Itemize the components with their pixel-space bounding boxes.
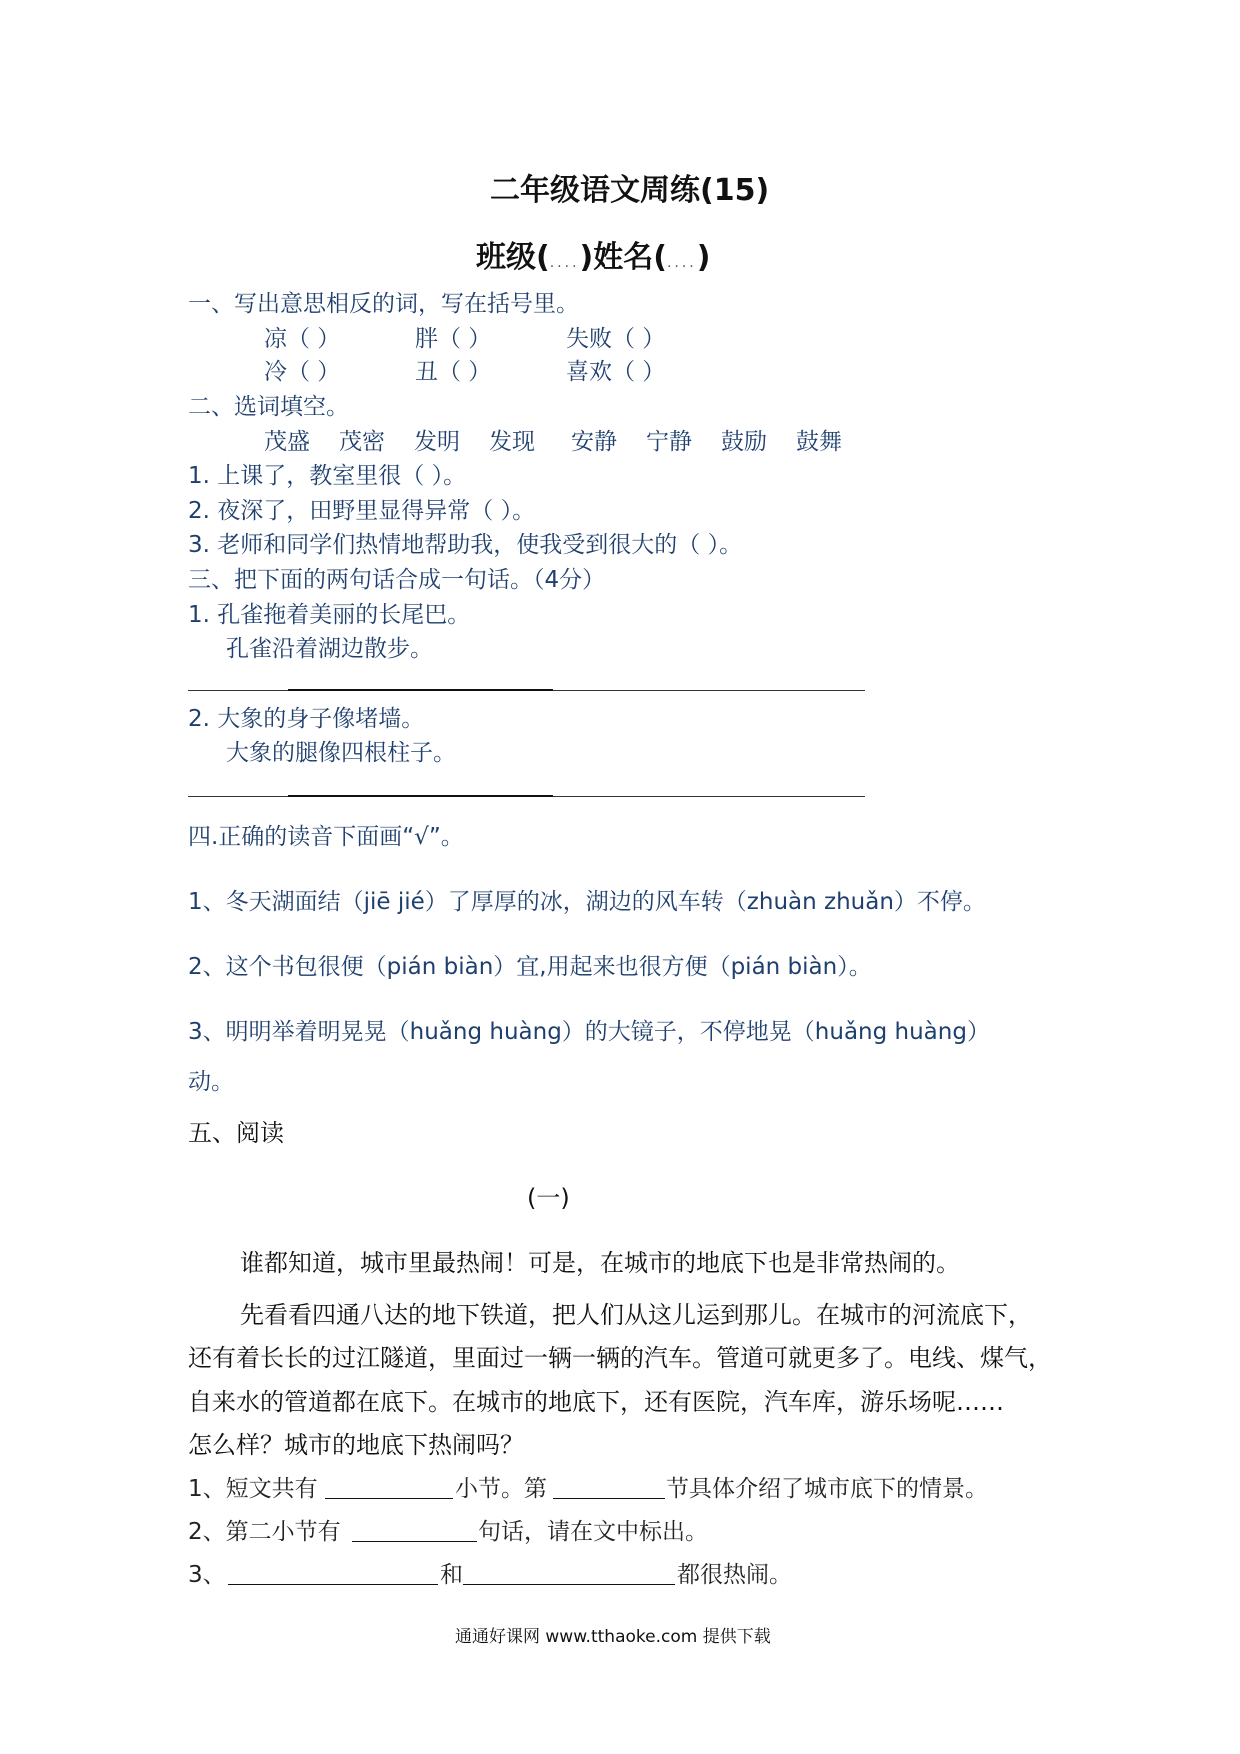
answer-line [288, 795, 553, 797]
word-choice: 安静 [571, 429, 617, 455]
word-choice: 发明 [414, 429, 460, 455]
reading-paragraph-2-line-4: 怎么样？城市的地底下热闹吗？ [188, 1431, 524, 1459]
reading-paragraph-2-line-1: 先看看四通八达的地下铁道，把人们从这儿运到那儿。在城市的河流底下， [240, 1301, 1032, 1329]
fill-question-2: 2. 夜深了，田野里显得异常（ ）。 [188, 498, 536, 524]
reading-q2-b: 句话，请在文中标出。 [478, 1519, 708, 1545]
section5-heading: 五、阅读 [188, 1119, 284, 1147]
reading-q3-b: 和 [440, 1562, 463, 1588]
pinyin-question-3: 3、明明举着明晃晃（huǎng huàng）的大镜子，不停地晃（huǎng huàng） [188, 1019, 990, 1045]
class-name-line [476, 232, 710, 276]
combine-q1-a: 1. 孔雀拖着美丽的长尾巴。 [188, 602, 471, 628]
class-dots: .... [549, 255, 580, 271]
answer-blank [553, 1498, 665, 1499]
name-label: )姓名( [579, 240, 667, 275]
combine-q1-b: 孔雀沿着湖边散步。 [226, 636, 433, 662]
footer-text: 通通好课网 www.tthaoke.com 提供下载 [455, 1627, 771, 1647]
reading-q2-a: 2、第二小节有 [188, 1519, 341, 1545]
section1-heading: 一、写出意思相反的词，写在括号里。 [188, 291, 579, 317]
page-title: 二年级语文周练(15) [490, 173, 770, 208]
answer-blank [325, 1498, 453, 1499]
word-choice: 茂盛 [264, 429, 310, 455]
antonym-item: 胖（ ） [415, 326, 492, 352]
reading-subheading: (一) [527, 1184, 570, 1212]
section4-heading: 四.正确的读音下面画“√”。 [188, 824, 464, 850]
word-choice: 宁静 [646, 429, 692, 455]
answer-line [553, 796, 865, 797]
pinyin-question-2: 2、这个书包很便（pián biàn）宜,用起来也很方便（pián biàn）。 [188, 954, 872, 980]
pinyin-question-3-cont: 动。 [188, 1069, 234, 1095]
answer-line [553, 690, 865, 691]
answer-blank [228, 1584, 438, 1585]
answer-line [288, 689, 553, 691]
answer-line [188, 796, 288, 797]
name-close: ) [696, 240, 711, 275]
antonym-item: 喜欢（ ） [566, 359, 666, 385]
antonym-item: 丑（ ） [415, 359, 492, 385]
word-choice: 茂密 [339, 429, 385, 455]
answer-blank [352, 1541, 477, 1542]
fill-question-1: 1. 上课了，教室里很（ ）。 [188, 463, 467, 489]
section2-heading: 二、选词填空。 [188, 394, 349, 420]
answer-line [188, 690, 288, 691]
section3-heading: 三、把下面的两句话合成一句话。（4分） [188, 567, 606, 593]
word-choice: 鼓励 [721, 429, 767, 455]
combine-q2-a: 2. 大象的身子像堵墙。 [188, 706, 425, 732]
word-choice: 鼓舞 [796, 429, 842, 455]
antonym-item: 失败（ ） [566, 326, 666, 352]
reading-q3-c: 都很热闹。 [677, 1562, 792, 1588]
answer-blank [463, 1584, 675, 1585]
pinyin-question-1: 1、冬天湖面结（jiē jié）了厚厚的冰，湖边的风车转（zhuàn zhuǎn）不停。 [188, 889, 986, 915]
name-dots: .... [666, 255, 697, 271]
fill-question-3: 3. 老师和同学们热情地帮助我，使我受到很大的（ ）。 [188, 532, 743, 558]
word-choice: 发现 [489, 429, 535, 455]
reading-paragraph-2-line-2: 还有着长长的过江隧道，里面过一辆一辆的汽车。管道可就更多了。电线、煤气， [188, 1344, 1052, 1372]
reading-paragraph-2-line-3: 自来水的管道都在底下。在城市的地底下，还有医院，汽车库，游乐场呢…… [188, 1388, 1004, 1416]
reading-q3-a: 3、 [188, 1562, 226, 1588]
reading-q1-a: 1、短文共有 [188, 1476, 318, 1502]
reading-paragraph-1: 谁都知道，城市里最热闹！可是，在城市的地底下也是非常热闹的。 [240, 1249, 960, 1277]
reading-q1-b: 小节。第 [455, 1476, 547, 1502]
reading-q1-c: 节具体介绍了城市底下的情景。 [666, 1476, 988, 1502]
class-label: 班级( [476, 240, 550, 275]
antonym-item: 凉（ ） [264, 326, 341, 352]
combine-q2-b: 大象的腿像四根柱子。 [226, 740, 456, 766]
antonym-item: 冷（ ） [264, 359, 341, 385]
